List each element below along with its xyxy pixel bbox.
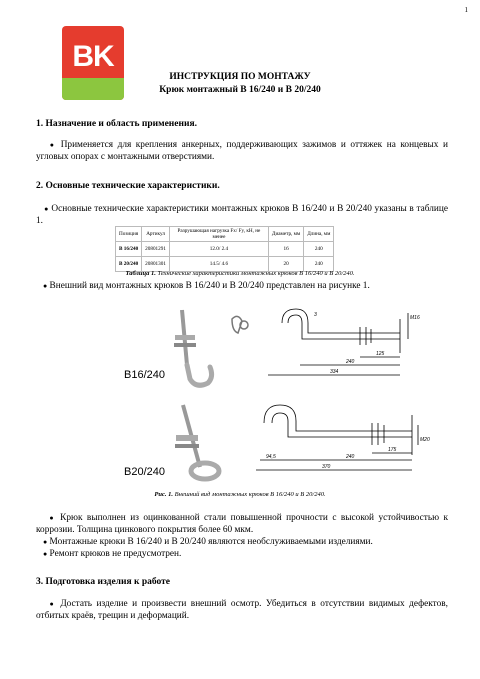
section-1-paragraph: Применяется для крепления анкерных, поддерживающих зажимов и оттяжек на концевых и угловых опорах с монтажными отверстиями. [36,140,448,162]
appearance-paragraph: Внешний вид монтажных крюков В 16/240 и В 20/240 представлен на рисунке 1. [49,281,370,291]
figure-label-b20: В20/240 [124,466,165,478]
bullet-icon: ● [42,538,48,546]
note-2 [36,536,448,548]
bullet-icon: ● [49,600,56,608]
bullet-icon: ● [49,514,56,522]
note-text: Ремонт крюков не предусмотрен. [49,549,182,559]
note-1 [36,512,448,536]
bullet-icon: ● [44,205,49,213]
section-1-text [36,139,448,163]
table-cell: 16 [268,242,303,257]
table-cell: В 16/240 [116,242,142,257]
note-3 [36,548,448,560]
dim-label: 240 [346,359,355,365]
section-3-paragraph: Достать изделие и произвести внешний осмотр. Убедиться в отсутствии видимых дефектов, отбитых краёв, трещин и деформаций. [36,599,448,621]
note-text: Монтажные крюки В 16/240 и В 20/240 являются необслуживаемыми изделиями. [49,537,373,547]
dim-label: М20 [420,437,430,443]
hook-drawing-b16 [268,309,408,375]
dim-label: 334 [330,369,339,375]
hook-photo-b16 [174,310,212,385]
appearance-text [36,280,448,292]
nut-shape [176,435,198,441]
section-3-heading: 3. Подготовка изделия к работе [36,577,170,587]
table-cell: 240 [304,257,334,272]
table-header-cell: Артикул [142,227,170,242]
figure-caption-text: Внешний вид монтажных крюков В 16/240 и В 20/240. [174,491,326,498]
figure-caption-label: Рис. 1. [154,491,174,498]
washer-shape [174,343,196,347]
section-2-text [36,203,448,227]
table-cell: В 20/240 [116,257,142,272]
table-cell: 20801301 [142,257,170,272]
doc-subtitle: Крюк монтажный В 16/240 и В 20/240 [159,85,321,95]
table-row [116,242,334,257]
section-2-paragraph: Основные технические характеристики монтажных крюков В 16/240 и В 20/240 указаны в таблице 1. [36,204,449,226]
bullet-icon: ● [42,282,48,290]
dim-label: 125 [376,351,385,357]
washer-shape [175,444,199,448]
logo-text: BK [72,40,114,73]
bullet-icon: ● [49,141,57,149]
table-header-cell: Позиция [116,227,142,242]
table-header-cell: Длина, мм [304,227,334,242]
dim-label: 240 [346,454,355,460]
table-header-row [116,227,334,242]
table-cell: 20801291 [142,242,170,257]
table-cell: 240 [304,242,334,257]
table-header-cell: Разрушающая нагрузка Fx/ Fy, кН, не менее [169,227,268,242]
section-1-heading: 1. Назначение и область применения. [36,119,197,129]
hooks-figure [0,295,480,485]
bullet-icon: ● [42,550,48,558]
spec-table [115,226,334,272]
section-3-text [36,598,448,622]
note-text: Крюк выполнен из оцинкованной стали повышенной прочности с высокой устойчивостью к коррозии. Толщина цинкового покрытия более 60 мкм. [36,513,448,535]
section-2-heading: 2. Основные технические характеристики. [36,181,220,191]
hook-photo-b20 [175,405,219,479]
table-header-cell: Диаметр, мм [268,227,303,242]
table-caption-text: Технические характеристики монтажных крюков В 16/240 и В 20/240. [157,270,355,277]
nut-shape [175,335,195,340]
figure-label-b16: В16/240 [124,369,165,381]
figure-caption [0,491,480,498]
page-number: 1 [464,6,468,14]
table-cell: 14.5/ 4.6 [169,257,268,272]
table-caption-label: Таблица 1. [125,270,156,277]
dim-label: 3 [314,312,317,318]
dim-label: 175 [388,447,397,453]
table-caption [0,270,480,277]
dim-label: М16 [410,315,420,321]
dim-label: 94,5 [266,454,276,460]
doc-title: ИНСТРУКЦИЯ ПО МОНТАЖУ [169,72,311,82]
table-cell: 20 [268,257,303,272]
hook-drawing-b20 [256,405,418,470]
table-cell: 12.0/ 2.4 [169,242,268,257]
dim-label: 370 [322,464,331,470]
